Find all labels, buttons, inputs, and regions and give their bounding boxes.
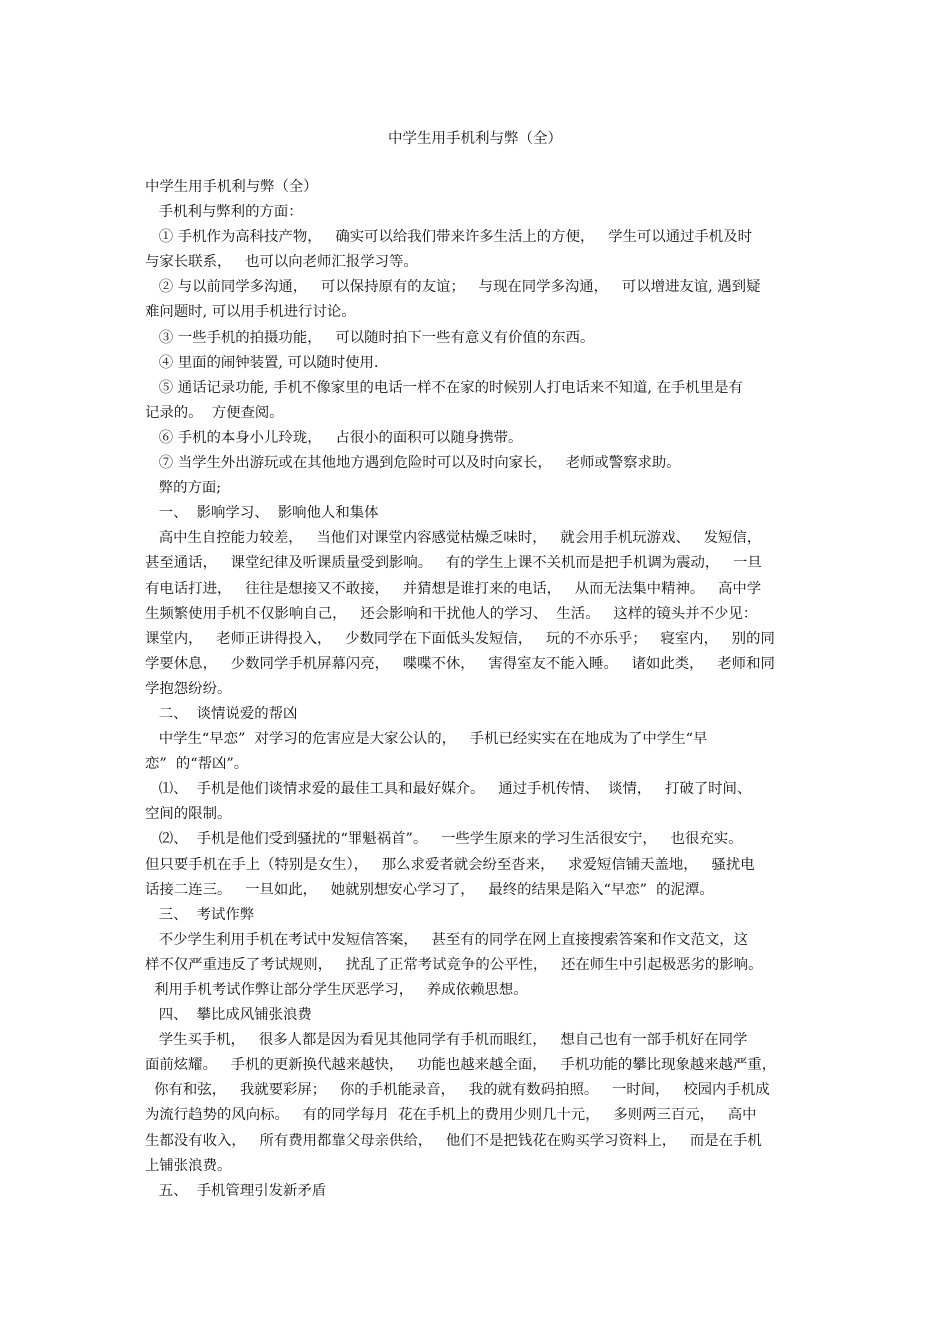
text-line: 空间的限制。 bbox=[145, 806, 232, 823]
text-line: ⑴、 手机是他们谈情求爱的最佳工具和最好媒介。 通过手机传情、 谈情， 打破了时间、 bbox=[145, 781, 752, 798]
text-line: ⑤ 通话记录功能, 手机不像家里的电话一样不在家的时候别人打电话来不知道, 在手机里是有 bbox=[145, 379, 743, 396]
text-line: 中学生用手机利与弊（全） bbox=[145, 179, 318, 195]
text-line: 学抱怨纷纷。 bbox=[145, 680, 232, 697]
text-line: 样不仅严重违反了考试规则， 扰乱了正常考试竞争的公平性， 还在师生中引起极恶劣的影响。 bbox=[145, 956, 763, 973]
text-line: 你有和弦， 我就要彩屏； 你的手机能录音， 我的就有数码拍照。 一时间， 校园内手机成 bbox=[145, 1082, 770, 1099]
text-line: 课堂内， 老师正讲得投入， 少数同学在下面低头发短信， 玩的不亦乐乎； 寝室内， 别的同 bbox=[145, 630, 775, 647]
text-line: 有电话打进， 往往是想接又不敢接， 并猜想是谁打来的电话， 从而无法集中精神。 高中学 bbox=[145, 580, 762, 597]
text-line: ② 与以前同学多沟通， 可以保持原有的友谊； 与现在同学多沟通， 可以增进友谊, 遇到疑 bbox=[145, 279, 761, 296]
text-line: 甚至通话， 课堂纪律及听课质量受到影响。 有的学生上课不关机而是把手机调为震动， 一旦 bbox=[145, 555, 762, 572]
text-line: 难问题时, 可以用手机进行讨论。 bbox=[145, 304, 356, 321]
text-line: 生都没有收入， 所有费用都靠父母亲供给， 他们不是把钱花在购买学习资料上， 而是在手机 bbox=[145, 1132, 762, 1149]
document-body bbox=[145, 175, 817, 1204]
text-line: 手机利与弊利的方面： bbox=[145, 204, 303, 221]
text-line: 但只要手机在手上（特别是女生）， 那么求爱者就会纷至沓来， 求爱短信铺天盖地， 骚扰电 bbox=[145, 856, 755, 873]
text-line: 话接二连三。 一旦如此， 她就别想安心学习了， 最终的结果是陷入“早恋” 的泥潭。 bbox=[145, 881, 714, 898]
text-line: 生频繁使用手机不仅影响自己， 还会影响和干扰他人的学习、 生活。 这样的镜头并不少见： bbox=[145, 605, 758, 622]
text-line: ⑦ 当学生外出游玩或在其他地方遇到危险时可以及时向家长， 老师或警察求助。 bbox=[145, 455, 681, 472]
document-title: 中学生用手机利与弊（全） bbox=[388, 131, 562, 147]
text-line: 恋” 的“帮凶”。 bbox=[145, 756, 249, 773]
text-line: 四、 攀比成风铺张浪费 bbox=[145, 1007, 312, 1024]
text-line: 高中生自控能力较差， 当他们对课堂内容感觉枯燥乏味时， 就会用手机玩游戏、 发短信， bbox=[145, 530, 762, 547]
text-line: ① 手机作为高科技产物， 确实可以给我们带来许多生活上的方便， 学生可以通过手机及时 bbox=[145, 229, 752, 246]
text-line: 记录的。 方便查阅。 bbox=[145, 404, 284, 421]
text-line: 二、 谈情说爱的帮凶 bbox=[145, 705, 298, 722]
text-line: ③ 一些手机的拍摄功能， 可以随时拍下一些有意义有价值的东西。 bbox=[145, 329, 595, 346]
text-line: 利用手机考试作弊让部分学生厌恶学习， 养成依赖思想。 bbox=[145, 982, 528, 998]
text-line: 不少学生利用手机在考试中发短信答案， 甚至有的同学在网上直接搜索答案和作文范文，这 bbox=[145, 931, 749, 948]
text-line: 一、 影响学习、 影响他人和集体 bbox=[145, 505, 379, 522]
text-line: 学生买手机， 很多人都是因为看见其他同学有手机而眼红， 想自己也有一部手机好在同学 bbox=[145, 1032, 748, 1049]
text-line: 面前炫耀。 手机的更新换代越来越快， 功能也越来越全面， 手机功能的攀比现象越来越严重， bbox=[145, 1057, 777, 1074]
text-line: 学要休息， 少数同学手机屏幕闪亮， 喋喋不休， 害得室友不能入睡。 诸如此类， 老师和同 bbox=[145, 655, 775, 672]
text-line: 弊的方面; bbox=[145, 480, 222, 497]
text-line: ⑵、 手机是他们受到骚扰的“罪魁祸首”。 一些学生原来的学习生活很安宁， 也很充实。 bbox=[145, 831, 743, 848]
text-line: 五、 手机管理引发新矛盾 bbox=[145, 1182, 327, 1199]
text-line: 三、 考试作弊 bbox=[145, 906, 255, 923]
text-line: ④ 里面的闹钟装置, 可以随时使用. bbox=[145, 354, 379, 371]
text-line: 与家长联系， 也可以向老师汇报学习等。 bbox=[145, 254, 418, 271]
text-line: ⑥ 手机的本身小儿玲珑， 占很小的面积可以随身携带。 bbox=[145, 429, 523, 446]
text-line: 为流行趋势的风向标。 有的同学每月 花在手机上的费用少则几十元， 多则两三百元， 高中 bbox=[145, 1107, 757, 1124]
text-line: 中学生“早恋” 对学习的危害应是大家公认的， 手机已经实实在在地成为了中学生“早 bbox=[145, 731, 708, 748]
text-line: 上铺张浪费。 bbox=[145, 1157, 232, 1174]
